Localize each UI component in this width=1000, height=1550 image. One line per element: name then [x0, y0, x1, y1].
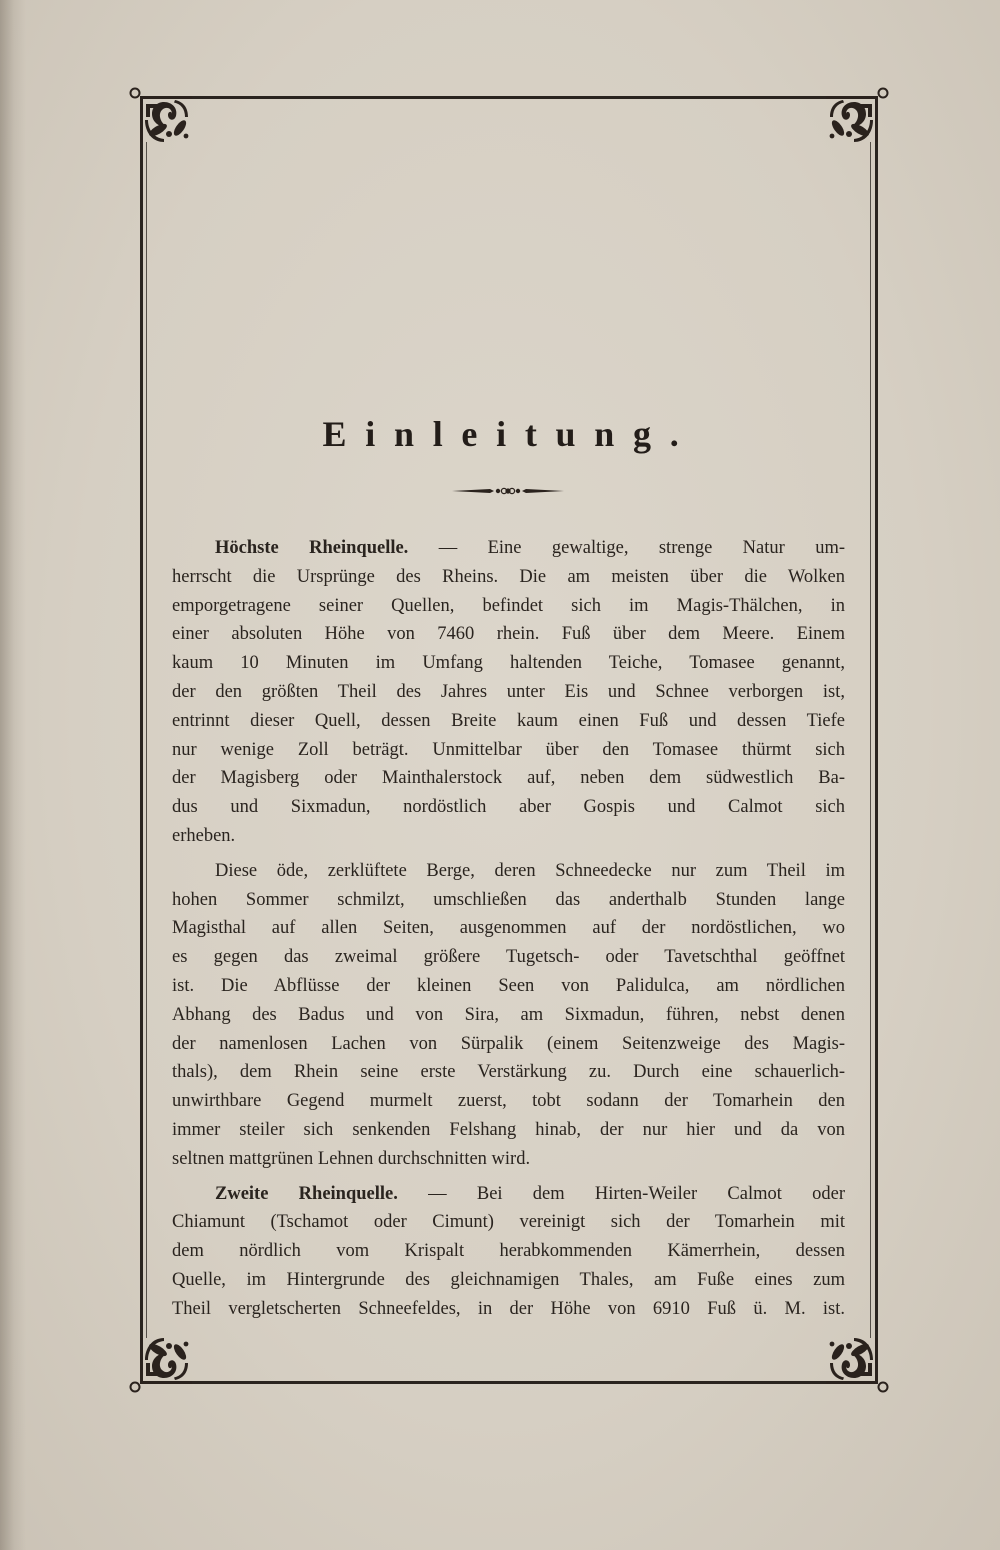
paragraph-hoechste-rheinquelle	[172, 534, 845, 851]
text-line: Chiamunt (Tschamot oder Cimunt) vereinigt sich der Tomarhein mit	[172, 1212, 845, 1233]
text-line: emporgetragene seiner Quellen, befindet sich im Magis-Thälchen, in	[172, 595, 845, 616]
frame-left-inner-rule	[146, 142, 147, 1338]
text-line: einer absoluten Höhe von 7460 rhein. Fuß über dem Meere. Einem	[172, 624, 845, 645]
frame-right-rule	[875, 142, 878, 1338]
text-line: hohen Sommer schmilzt, umschließen das anderthalb Stunden lange	[172, 889, 845, 910]
text-line-content: — Bei dem Hirten-Weiler Calmot oder	[428, 1183, 845, 1204]
paragraph-magisthal	[172, 857, 845, 1174]
frame-left-rule	[140, 142, 143, 1338]
text-line: der namenlosen Lachen von Sürpalik (einem Seitenzweige des Magis-	[172, 1033, 845, 1054]
page-title: Einleitung.	[322, 414, 698, 454]
text-line: thals), dem Rhein seine erste Verstärkung zu. Durch eine schauerlich-	[172, 1062, 845, 1083]
body-text	[172, 534, 845, 1324]
text-line: seltnen mattgrünen Lehnen durchschnitten wird.	[172, 1148, 531, 1169]
section-lead: Höchste Rheinquelle.	[215, 538, 409, 558]
text-line: dus und Sixmadun, nordöstlich aber Gospis und Calmot sich	[172, 797, 845, 818]
frame-right-inner-rule	[870, 142, 871, 1338]
text-line: Magisthal auf allen Seiten, ausgenommen auf der nordöstlichen, wo	[172, 918, 845, 939]
text-line: entrinnt dieser Quell, dessen Breite kaum einen Fuß und dessen Tiefe	[172, 710, 845, 731]
section-lead: Zweite Rheinquelle.	[215, 1183, 398, 1204]
text-line: es gegen das zweimal größere Tugetsch- oder Tavetschthal geöffnet	[172, 947, 845, 968]
text-line: Theil vergletscherten Schneefeldes, in der Höhe von 6910 Fuß ü. M. ist.	[172, 1298, 845, 1319]
beaded-rule-icon	[452, 484, 564, 498]
frame-bottom-rule	[192, 1381, 826, 1384]
text-line: der den größten Theil des Jahres unter Eis und Schnee verborgen ist,	[172, 681, 845, 702]
text-line: der Magisberg oder Mainthalerstock auf, neben dem südwestlich Ba-	[172, 768, 845, 789]
text-line: unwirthbare Gegend murmelt zuerst, tobt sodann der Tomarhein den	[172, 1091, 845, 1112]
frame-top-rule	[192, 96, 826, 99]
text-line: Abhang des Badus und von Sira, am Sixmadun, führen, nebst denen	[172, 1004, 845, 1025]
text-line	[172, 1180, 845, 1209]
text-line: dem nördlich vom Krispalt herabkommenden Kämerrhein, dessen	[172, 1241, 845, 1262]
paragraph-zweite-rheinquelle	[172, 1180, 845, 1324]
fleuron-corner-icon	[128, 1338, 192, 1394]
text-line: immer steiler sich senkenden Felshang hinab, der nur hier und da von	[172, 1119, 845, 1140]
text-line: Quelle, im Hintergrunde des gleichnamigen Thales, am Fuße eines zum	[172, 1269, 845, 1290]
text-line: Diese öde, zerklüftete Berge, deren Schneedecke nur zum Theil im	[215, 860, 845, 881]
fleuron-corner-icon	[826, 86, 890, 142]
fleuron-corner-icon	[826, 1338, 890, 1394]
text-line: herrscht die Ursprünge des Rheins. Die am meisten über die Wolken	[172, 566, 845, 587]
text-line	[172, 534, 845, 563]
fleuron-corner-icon	[128, 86, 192, 142]
text-line-content: — Eine gewaltige, strenge Natur um-	[438, 538, 845, 558]
text-line: kaum 10 Minuten im Umfang haltenden Teiche, Tomasee genannt,	[172, 653, 845, 674]
text-line: nur wenige Zoll beträgt. Unmittelbar über den Tomasee thürmt sich	[172, 739, 845, 760]
text-line: ist. Die Abflüsse der kleinen Seen von Palidulca, am nördlichen	[172, 975, 845, 996]
text-line: erheben.	[172, 825, 236, 846]
